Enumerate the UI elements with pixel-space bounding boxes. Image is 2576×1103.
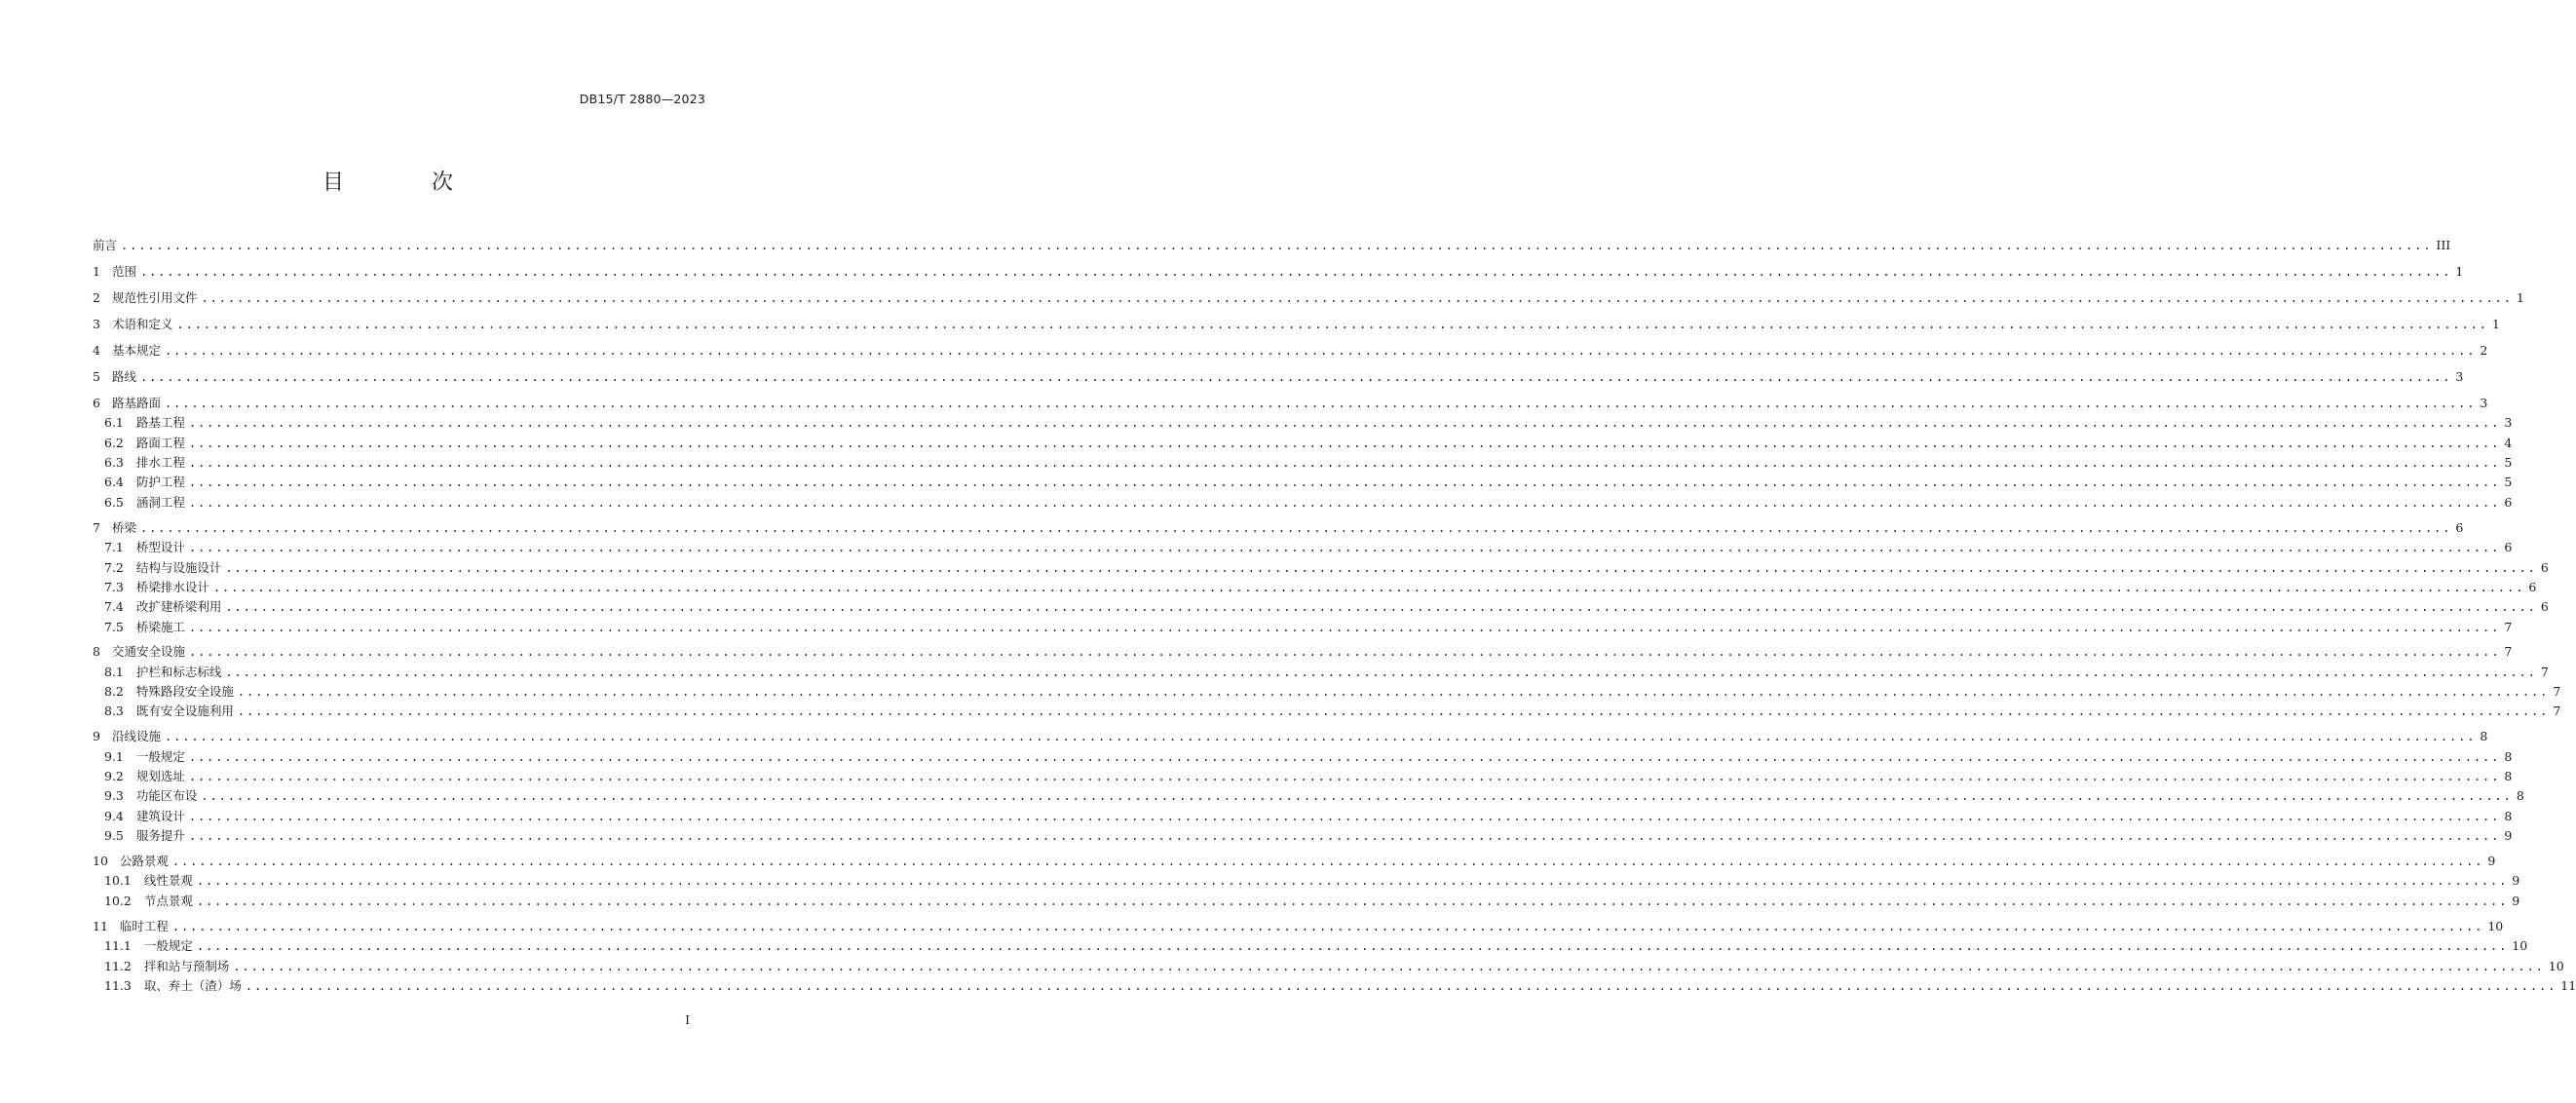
toc-entry[interactable] — [104, 809, 2513, 824]
toc-entry[interactable] — [93, 644, 2513, 660]
toc-entry-page: 10 — [2548, 959, 2564, 973]
toc-entry-number: 6.4 — [104, 475, 124, 489]
toc-entry-number: 3 — [93, 317, 100, 331]
toc-entry-page: 7 — [2504, 644, 2513, 659]
toc-entry-number: 6.5 — [104, 495, 124, 510]
page-number: I — [685, 1013, 690, 1027]
toc-entry-number: 9 — [93, 729, 100, 743]
toc-entry-number: 9.2 — [104, 769, 124, 783]
toc-entry-page: 3 — [2455, 369, 2464, 384]
toc-entry[interactable] — [104, 580, 2537, 595]
toc-entry-page: 6 — [2528, 580, 2537, 594]
toc-entry-page: 4 — [2504, 436, 2513, 450]
toc-entry-page: 7 — [2553, 684, 2561, 699]
toc-entry-number: 6.2 — [104, 436, 124, 450]
toc-entry-number: 10 — [93, 854, 108, 868]
toc-entry-number: 7.4 — [104, 599, 124, 614]
toc-entry-page: 9 — [2487, 854, 2496, 868]
toc-entry-label: 特殊路段安全设施 — [135, 684, 234, 699]
toc-entry-page: 9 — [2512, 894, 2520, 908]
toc-entry[interactable] — [104, 560, 2549, 576]
toc-leader-dots: .................................................................................................................................................................................................................................................................... — [176, 318, 2488, 331]
toc-leader-dots: .................................................................................................................................................................................................................................................................... — [139, 521, 2452, 535]
toc-entry-number: 5 — [93, 369, 100, 384]
toc-entry-number: 8.3 — [104, 704, 124, 718]
toc-entry[interactable] — [93, 290, 2524, 306]
toc-entry-page: 9 — [2512, 873, 2520, 888]
toc-entry-page: 1 — [2516, 290, 2524, 305]
standard-code: DB15/T 2880—2023 — [579, 92, 705, 106]
toc-entry-page: 2 — [2480, 343, 2488, 358]
toc-entry-label: 路基工程 — [135, 415, 185, 430]
toc-entry-page: 10 — [2512, 938, 2528, 953]
toc-entry-label: 沿线设施 — [111, 729, 161, 743]
toc-entry[interactable] — [93, 238, 2451, 253]
toc-entry[interactable] — [93, 520, 2464, 536]
toc-entry[interactable] — [104, 475, 2513, 490]
toc-entry-page: 5 — [2504, 475, 2513, 489]
toc-leader-dots: .................................................................................................................................................................................................................................................................... — [225, 561, 2537, 575]
toc-entry[interactable] — [104, 749, 2513, 765]
toc-entry-page: 3 — [2504, 415, 2513, 430]
toc-entry-number: 6.1 — [104, 415, 124, 430]
toc-leader-dots: .................................................................................................................................................................................................................................................................... — [188, 750, 2501, 764]
toc-leader-dots: .................................................................................................................................................................................................................................................................... — [188, 496, 2501, 510]
toc-entry-page: 8 — [2504, 749, 2513, 764]
toc-entry-number: 7.5 — [104, 620, 124, 634]
toc-entry-page: III — [2436, 238, 2451, 252]
toc-entry-page: 5 — [2504, 455, 2513, 470]
toc-entry-page: 6 — [2504, 540, 2513, 554]
toc-entry-label: 规范性引用文件 — [111, 290, 198, 305]
toc-entry-label: 桥梁施工 — [135, 620, 185, 634]
toc-leader-dots: .................................................................................................................................................................................................................................................................... — [188, 541, 2501, 554]
toc-entry-number: 4 — [93, 343, 100, 358]
toc-entry-number: 6.3 — [104, 455, 124, 470]
toc-entry[interactable] — [93, 264, 2464, 280]
toc-entry-label: 拌和站与预制场 — [143, 959, 230, 973]
toc-entry[interactable] — [104, 894, 2520, 909]
toc-entry[interactable] — [93, 919, 2504, 934]
toc-entry-label: 桥梁 — [111, 520, 136, 535]
toc-entry[interactable] — [93, 729, 2488, 744]
toc-entry[interactable] — [104, 540, 2513, 555]
toc-leader-dots: .................................................................................................................................................................................................................................................................... — [188, 437, 2501, 450]
toc-entry-label: 路面工程 — [135, 436, 185, 450]
toc-entry[interactable] — [93, 369, 2464, 385]
toc-entry[interactable] — [104, 873, 2520, 889]
toc-entry-page: 3 — [2480, 396, 2488, 410]
toc-leader-dots: .................................................................................................................................................................................................................................................................... — [188, 475, 2501, 489]
toc-entry-page: 11 — [2560, 978, 2576, 993]
toc-entry-label: 建筑设计 — [135, 809, 185, 823]
toc-entry-label: 涵洞工程 — [135, 495, 185, 510]
toc-entry[interactable] — [104, 828, 2513, 844]
toc-entry[interactable] — [104, 684, 2561, 700]
toc-entry-number: 9.5 — [104, 828, 124, 843]
toc-entry-page: 7 — [2504, 620, 2513, 634]
toc-entry-label: 节点景观 — [143, 894, 193, 908]
toc-leader-dots: .................................................................................................................................................................................................................................................................... — [188, 621, 2501, 634]
toc-entry[interactable] — [93, 854, 2496, 869]
toc-entry-page: 1 — [2491, 317, 2500, 331]
toc-entry-page: 9 — [2504, 828, 2513, 843]
toc-entry-label: 桥梁排水设计 — [135, 580, 209, 594]
toc-entry-label: 护栏和标志标线 — [135, 665, 222, 679]
toc-entry-label: 防护工程 — [135, 475, 185, 489]
toc-entry-number: 11 — [93, 919, 108, 933]
toc-entry-number: 11.1 — [104, 938, 132, 953]
toc-entry-page: 8 — [2516, 788, 2524, 803]
toc-entry-number: 9.3 — [104, 788, 124, 803]
toc-entry-label: 一般规定 — [135, 749, 185, 764]
toc-entry[interactable] — [104, 620, 2513, 635]
toc-entry-number: 2 — [93, 290, 100, 305]
toc-entry[interactable] — [104, 788, 2524, 804]
toc-entry-page: 6 — [2540, 560, 2549, 575]
toc-entry-number: 7.1 — [104, 540, 124, 554]
toc-entry-page: 7 — [2553, 704, 2561, 718]
toc-entry[interactable] — [104, 959, 2564, 974]
toc-entry[interactable] — [104, 495, 2513, 511]
toc-entry-page: 8 — [2504, 769, 2513, 783]
toc-entry-label: 临时工程 — [119, 919, 169, 933]
toc-leader-dots: .................................................................................................................................................................................................................................................................... — [196, 894, 2509, 908]
toc-leader-dots: .................................................................................................................................................................................................................................................................... — [139, 370, 2452, 384]
toc-entry-label: 取、弃土（渣）场 — [143, 978, 242, 993]
toc-entry-page: 6 — [2455, 520, 2464, 535]
toc-entry-number: 6 — [93, 396, 100, 410]
toc-leader-dots: .................................................................................................................................................................................................................................................................... — [164, 730, 2477, 743]
toc-entry-label: 功能区布设 — [135, 788, 198, 803]
toc-leader-dots: .................................................................................................................................................................................................................................................................... — [164, 344, 2477, 358]
toc-entry-label: 路线 — [111, 369, 136, 384]
toc-entry[interactable] — [93, 317, 2500, 332]
toc-leader-dots: .................................................................................................................................................................................................................................................................... — [164, 397, 2477, 410]
toc-entry-label: 规划选址 — [135, 769, 185, 783]
toc-entry[interactable] — [93, 396, 2488, 411]
toc-leader-dots: .................................................................................................................................................................................................................................................................... — [237, 704, 2550, 718]
toc-entry-label: 基本规定 — [111, 343, 161, 358]
toc-entry-label: 服务提升 — [135, 828, 185, 843]
toc-entry-number: 8 — [93, 644, 100, 659]
toc-entry-number: 8.1 — [104, 665, 124, 679]
toc-entry-number: 10.2 — [104, 894, 132, 908]
toc-leader-dots: .................................................................................................................................................................................................................................................................... — [188, 645, 2501, 659]
toc-leader-dots: .................................................................................................................................................................................................................................................................... — [245, 979, 2557, 993]
toc-entry[interactable] — [93, 343, 2488, 359]
toc-entry-label: 前言 — [93, 238, 118, 252]
toc-entry-number: 7.2 — [104, 560, 124, 575]
toc-entry[interactable] — [104, 436, 2513, 451]
toc-entry-page: 10 — [2487, 919, 2504, 933]
toc-leader-dots: .................................................................................................................................................................................................................................................................... — [196, 939, 2509, 953]
toc-entry-number: 7 — [93, 520, 100, 535]
toc-leader-dots: .................................................................................................................................................................................................................................................................... — [188, 810, 2501, 823]
toc-entry-number: 9.1 — [104, 749, 124, 764]
toc-entry[interactable] — [104, 415, 2513, 431]
toc-leader-dots: .................................................................................................................................................................................................................................................................... — [188, 829, 2501, 843]
toc-entry-page: 6 — [2504, 495, 2513, 510]
toc-entry-label: 一般规定 — [143, 938, 193, 953]
toc-entry[interactable] — [104, 455, 2513, 471]
toc-leader-dots: .................................................................................................................................................................................................................................................................... — [237, 685, 2550, 699]
toc-entry-label: 线性景观 — [143, 873, 193, 888]
toc-leader-dots: .................................................................................................................................................................................................................................................................... — [196, 874, 2509, 888]
toc-leader-dots: .................................................................................................................................................................................................................................................................... — [201, 789, 2513, 803]
toc-entry-page: 1 — [2455, 264, 2464, 279]
toc-entry-number: 11.2 — [104, 959, 132, 973]
toc-entry-label: 桥型设计 — [135, 540, 185, 554]
toc-leader-dots: .................................................................................................................................................................................................................................................................... — [171, 920, 2484, 933]
toc-entry-page: 8 — [2480, 729, 2488, 743]
toc-leader-dots: .................................................................................................................................................................................................................................................................... — [188, 416, 2501, 430]
toc-entry[interactable] — [104, 704, 2561, 719]
toc-leader-dots: .................................................................................................................................................................................................................................................................... — [225, 666, 2537, 679]
toc-entry-number: 1 — [93, 264, 100, 279]
toc-entry[interactable] — [104, 978, 2576, 994]
toc-entry-page: 6 — [2540, 599, 2549, 614]
toc-entry[interactable] — [104, 665, 2549, 680]
toc-entry-label: 术语和定义 — [111, 317, 173, 331]
toc-leader-dots: .................................................................................................................................................................................................................................................................... — [121, 239, 2433, 252]
toc-entry[interactable] — [104, 599, 2549, 615]
toc-entry-label: 结构与设施设计 — [135, 560, 222, 575]
toc-entry-label: 交通安全设施 — [111, 644, 185, 659]
toc-entry-page: 8 — [2504, 809, 2513, 823]
toc-leader-dots: .................................................................................................................................................................................................................................................................... — [212, 581, 2525, 594]
toc-entry-number: 9.4 — [104, 809, 124, 823]
toc-entry-label: 改扩建桥梁利用 — [135, 599, 222, 614]
toc-leader-dots: .................................................................................................................................................................................................................................................................... — [233, 960, 2545, 973]
toc-leader-dots: .................................................................................................................................................................................................................................................................... — [225, 600, 2537, 614]
toc-entry-label: 范围 — [111, 264, 136, 279]
toc-entry-number: 7.3 — [104, 580, 124, 594]
toc-entry-number: 8.2 — [104, 684, 124, 699]
toc-leader-dots: .................................................................................................................................................................................................................................................................... — [201, 291, 2513, 305]
toc-entry-label: 公路景观 — [119, 854, 169, 868]
toc-leader-dots: .................................................................................................................................................................................................................................................................... — [188, 456, 2501, 470]
toc-leader-dots: .................................................................................................................................................................................................................................................................... — [171, 855, 2484, 868]
toc-entry-page: 7 — [2540, 665, 2549, 679]
toc-entry-number: 11.3 — [104, 978, 132, 993]
page-title: 目 次 — [322, 171, 486, 195]
toc-entry-label: 排水工程 — [135, 455, 185, 470]
toc-leader-dots: .................................................................................................................................................................................................................................................................... — [188, 770, 2501, 783]
toc-entry-label: 路基路面 — [111, 396, 161, 410]
toc-entry[interactable] — [104, 769, 2513, 784]
toc-entry-label: 既有安全设施利用 — [135, 704, 234, 718]
toc-entry[interactable] — [104, 938, 2528, 954]
toc-leader-dots: .................................................................................................................................................................................................................................................................... — [139, 265, 2452, 279]
toc-entry-number: 10.1 — [104, 873, 132, 888]
